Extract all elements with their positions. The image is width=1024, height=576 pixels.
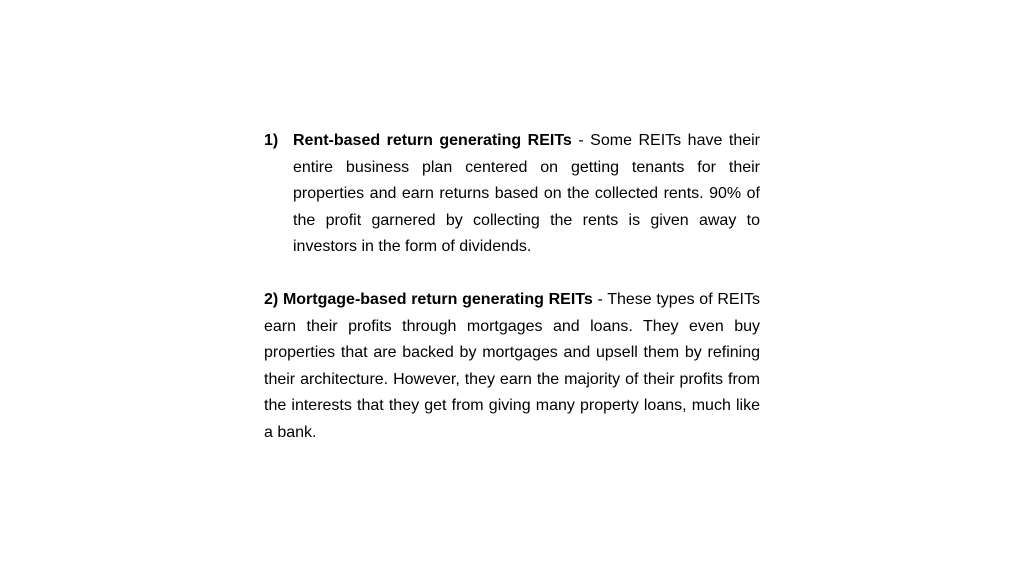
list-item-body: - These types of REITs earn their profits through mortgages and loans. They even buy properties that are backed by mortgages and upsell them by refining their architecture. However, they earn the majority of their profits from the interests that they get from giving many property loans, much like a bank. — [264, 291, 760, 441]
list-item-heading: Rent-based return generating REITs — [293, 132, 572, 149]
list-item-mortgage-based — [264, 287, 760, 446]
list-item-paragraph — [293, 128, 760, 261]
text-content — [264, 128, 760, 446]
list-item-body: - Some REITs have their entire business plan centered on getting tenants for their properties and earn returns based on the collected rents. 90% of the profit garnered by collecting the rents is given away to investors in the form of dividends. — [293, 132, 760, 255]
list-item-heading: Mortgage-based return generating REITs — [282, 291, 593, 308]
list-item-rent-based — [264, 128, 760, 261]
list-item-paragraph — [264, 287, 760, 446]
list-number: 1) — [264, 132, 279, 149]
list-number: 2) — [264, 291, 279, 308]
